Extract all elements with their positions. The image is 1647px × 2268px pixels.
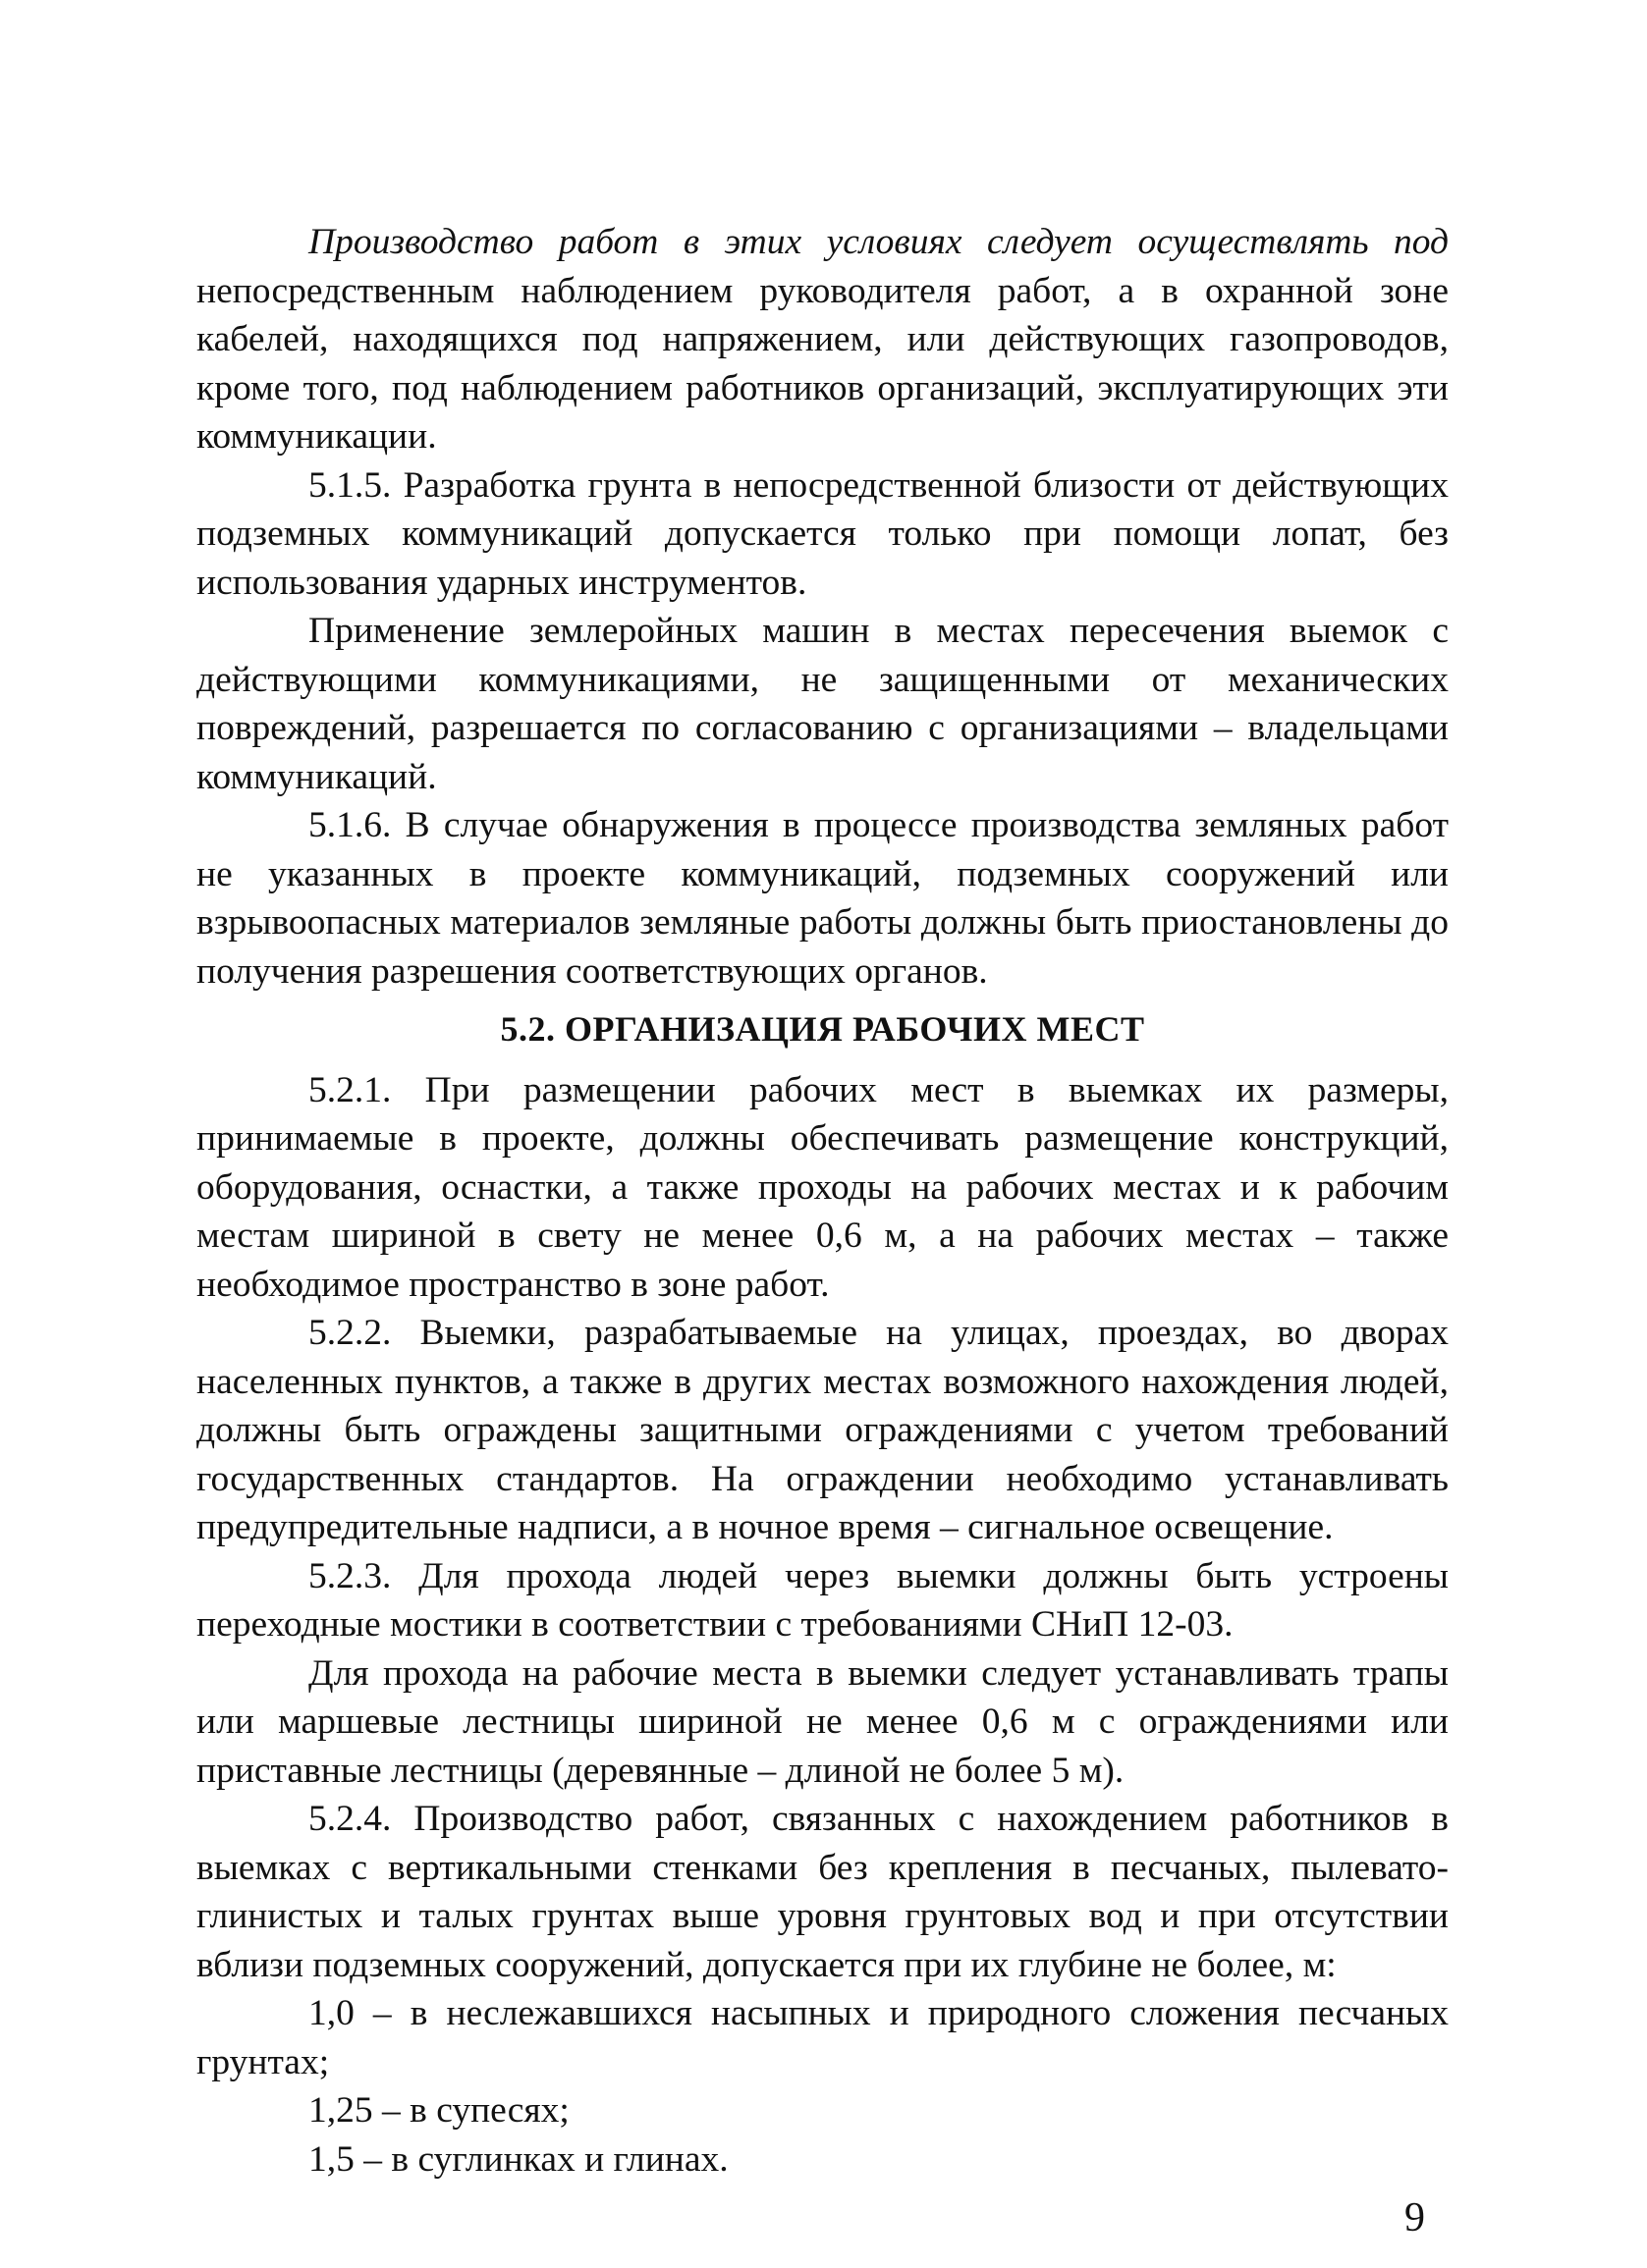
italic-phrase: Производство работ в этих условиях следует осуществлять под: [308, 222, 1449, 262]
list-item: 1,0 – в неслежавшихся насыпных и природного сложения песчаных грунтах;: [196, 1993, 1449, 2082]
paragraph: 5.1.5. Разработка грунта в непосредственной близости от действующих подземных коммуникаций допускается только при помощи лопат, без использования ударных инструментов.: [196, 464, 1449, 603]
paragraph: 5.2.2. Выемки, разрабатываемые на улицах, проездах, во дворах населенных пунктов, а также в других местах возможного нахождения людей, должны быть ограждены защитными ограждениями с учетом требований государственных стандартов. На ограждении необходимо устанавливать предупредительные надписи, а в ночное время – сигнальное освещение.: [196, 1313, 1449, 1547]
paragraph-rest: непосредственным наблюдением руководителя работ, а в охранной зоне кабелей, находящихся под напряжением, или действующих газопроводов, кроме того, под наблюдением работников организаций, эксплуатирующих эти коммуникации.: [196, 270, 1449, 457]
page-number: 9: [1404, 2195, 1425, 2241]
paragraph: Применение землеройных машин в местах пересечения выемок с действующими коммуникациями, не защищенными от механических повреждений, разрешается по согласованию с организациями – владельцами коммуникаций.: [196, 611, 1449, 797]
document-body: [196, 218, 1449, 2184]
section-heading: 5.2. ОРГАНИЗАЦИЯ РАБОЧИХ МЕСТ: [500, 1009, 1145, 1049]
list-item: 1,5 – в суглинках и глинах.: [308, 2138, 729, 2180]
paragraph: Для прохода на рабочие места в выемки следует устанавливать трапы или маршевые лестницы шириной не менее 0,6 м с ограждениями или приставные лестницы (деревянные – длиной не более 5 м).: [196, 1652, 1449, 1791]
paragraph: 5.1.6. В случае обнаружения в процессе производства земляных работ не указанных в проекте коммуникаций, подземных сооружений или взрывоопасных материалов земляные работы должны быть приостановлены до получения разрешения соответствующих органов.: [196, 805, 1449, 992]
paragraph: 5.2.3. Для прохода людей через выемки должны быть устроены переходные мостики в соответствии с требованиями СНиП 12-03.: [196, 1555, 1449, 1645]
paragraph: 5.2.1. При размещении рабочих мест в выемках их размеры, принимаемые в проекте, должны обеспечивать размещение конструкций, оборудования, оснастки, а также проходы на рабочих местах и к рабочим местам шириной в свету не менее 0,6 м, а на рабочих местах – также необходимое пространство в зоне работ.: [196, 1069, 1449, 1305]
paragraph: 5.2.4. Производство работ, связанных с нахождением работников в выемках с вертикальными стенками без крепления в песчаных, пылевато-глинистых и талых грунтах выше уровня грунтовых вод и при отсутствии вблизи подземных сооружений, допускается при их глубине не более, м:: [196, 1799, 1449, 1985]
paragraph: [196, 218, 1449, 461]
list-item: 1,25 – в супесях;: [308, 2090, 570, 2131]
